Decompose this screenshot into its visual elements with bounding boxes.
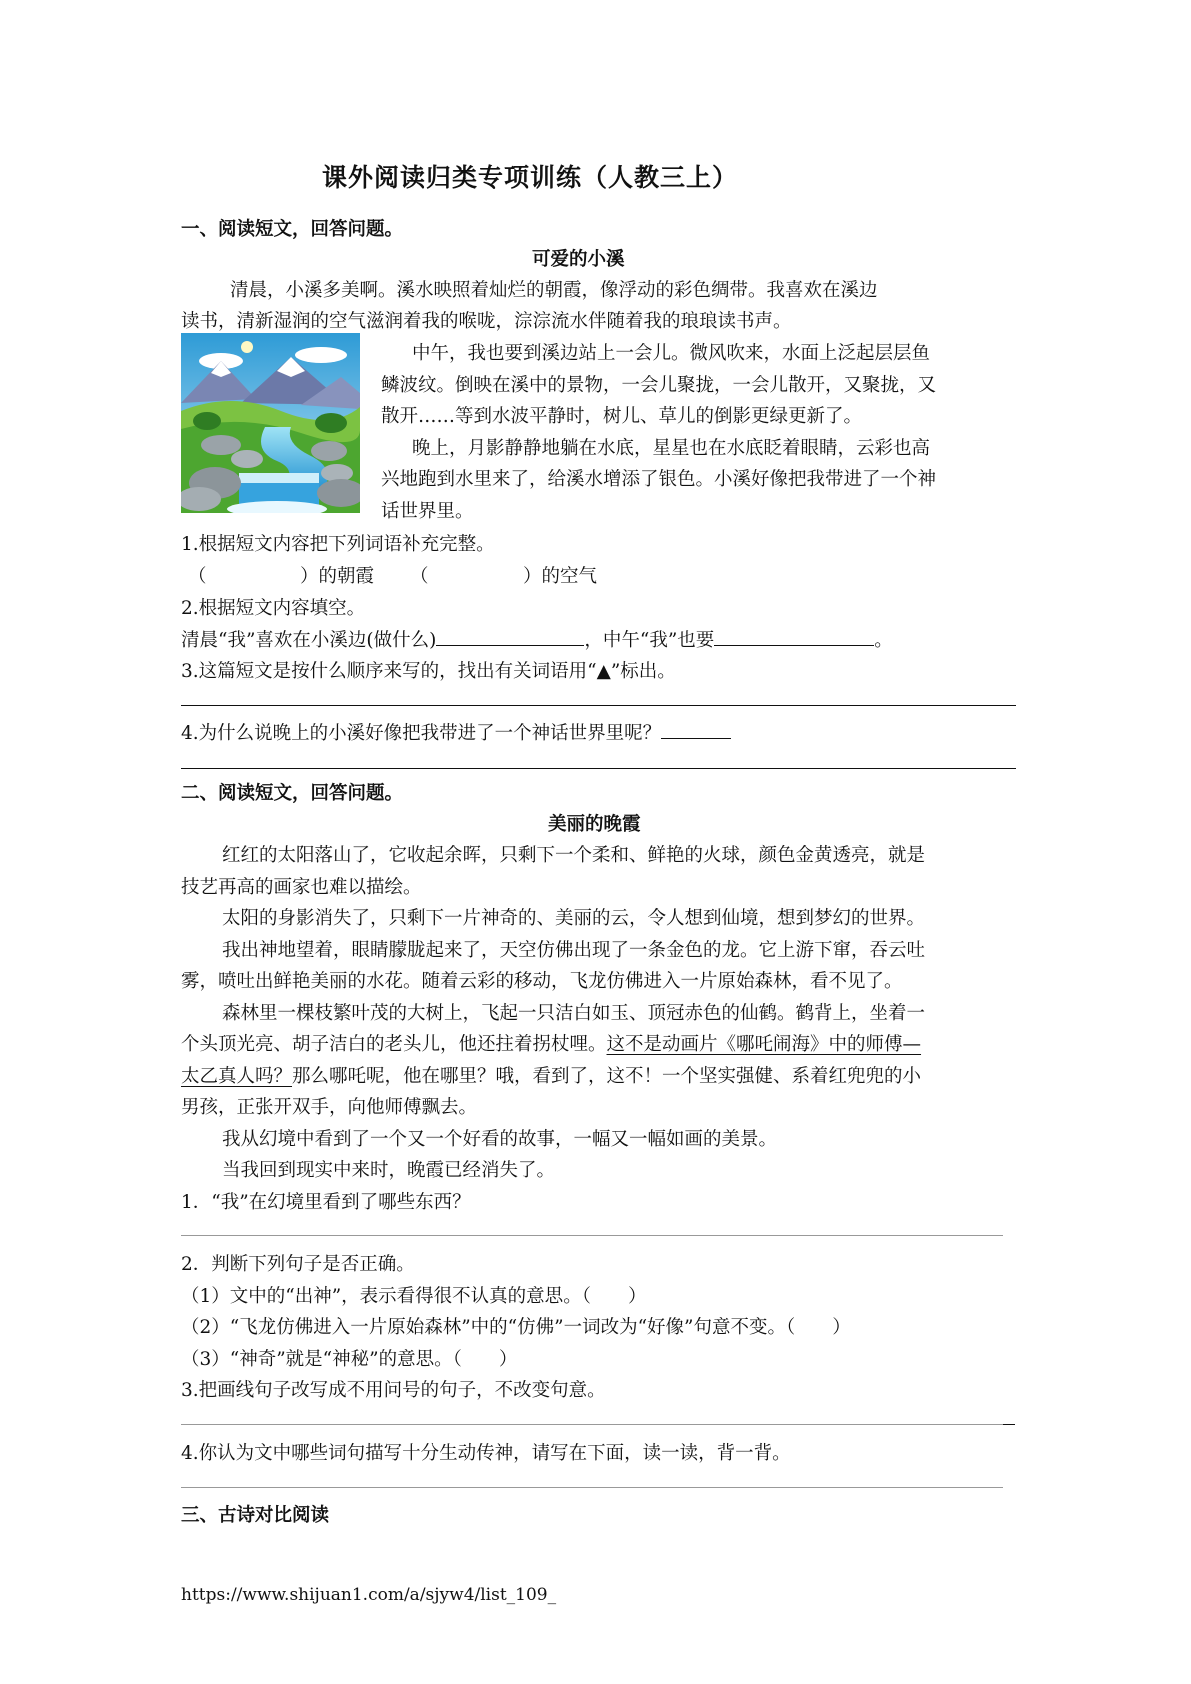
passage2-text xyxy=(181,1062,921,1088)
answer-blank[interactable] xyxy=(714,645,874,646)
underlined-sentence: 这不是动画片《哪吒闹海》中的师傅— xyxy=(606,1034,922,1055)
fill-blank-label: ）的空气 xyxy=(523,566,598,587)
passage2-text: 技艺再高的画家也难以描绘。 xyxy=(181,877,422,898)
passage2-text: 雾，喷吐出鲜艳美丽的水花。随着云彩的移动，飞龙仿佛进入一片原始森林，看不见了。 xyxy=(181,971,903,992)
answer-line[interactable] xyxy=(181,1487,1003,1488)
answer-line[interactable] xyxy=(181,1235,1003,1236)
question-2: 2．判断下列句子是否正确。 xyxy=(181,1254,415,1275)
passage2-text: 当我回到现实中来时，晚霞已经消失了。 xyxy=(222,1160,556,1181)
passage2-text: 森林里一棵枝繁叶茂的大树上，飞起一只洁白如玉、顶冠赤色的仙鹤。鹤背上，坐着一 xyxy=(222,1003,926,1024)
passage1-title: 可爱的小溪 xyxy=(532,249,625,270)
question-3: 3.把画线句子改写成不用问号的句子，不改变句意。 xyxy=(181,1380,606,1401)
passage1-text: 鳞波纹。倒映在溪中的景物，一会儿聚拢，一会儿散开，又聚拢，又 xyxy=(381,375,937,396)
page-title: 课外阅读归类专项训练（人教三上） xyxy=(322,163,739,192)
fill-blank-label: ）的朝霞 xyxy=(300,566,375,587)
passage1-text: 兴地跑到水里来了，给溪水增添了银色。小溪好像把我带进了一个神 xyxy=(381,469,937,490)
section1-heading: 一、阅读短文，回答问题。 xyxy=(181,219,404,240)
fill-blank-bracket: （ xyxy=(410,566,429,587)
passage2-text xyxy=(181,1030,921,1056)
answer-blank[interactable] xyxy=(436,645,584,646)
stream-illustration xyxy=(181,333,360,513)
passage2-text-plain: 个头顶光亮、胡子洁白的老头儿，他还拄着拐杖哩。 xyxy=(181,1034,607,1055)
passage1-text: 晚上，月影静静地躺在水底，星星也在水底眨着眼睛，云彩也高 xyxy=(412,438,931,459)
section2-heading: 二、阅读短文，回答问题。 xyxy=(181,783,404,804)
passage2-text: 太阳的身影消失了，只剩下一片神奇的、美丽的云，令人想到仙境，想到梦幻的世界。 xyxy=(222,908,926,929)
passage2-text: 我从幻境中看到了一个又一个好看的故事，一幅又一幅如画的美景。 xyxy=(222,1129,778,1150)
question-4: 4.你认为文中哪些词句描写十分生动传神，请写在下面，读一读，背一背。 xyxy=(181,1443,791,1464)
question-2: 2.根据短文内容填空。 xyxy=(181,598,366,619)
question-3: 3.这篇短文是按什么顺序来写的，找出有关词语用“▲”标出。 xyxy=(181,661,676,682)
answer-line-end xyxy=(1003,1424,1015,1425)
passage2-text: 红红的太阳落山了，它收起余晖，只剩下一个柔和、鲜艳的火球，颜色金黄透亮，就是 xyxy=(222,845,926,866)
question-4 xyxy=(181,719,731,745)
judge-item: （3）“神奇”就是“神秘”的意思。（ ） xyxy=(181,1349,518,1370)
answer-line[interactable] xyxy=(181,705,1016,706)
passage2-text: 我出神地望着，眼睛朦胧起来了，天空仿佛出现了一条金色的龙。它上游下窜，吞云吐 xyxy=(222,940,926,961)
passage1-text: 话世界里。 xyxy=(381,501,474,522)
answer-line[interactable] xyxy=(181,768,1016,769)
passage1-text: 读书，清新湿润的空气滋润着我的喉咙，淙淙流水伴随着我的琅琅读书声。 xyxy=(181,311,792,332)
passage2-text-plain: 那么哪吒呢，他在哪里？哦，看到了，这不！一个坚实强健、系着红兜兜的小 xyxy=(292,1066,922,1087)
footer-url[interactable]: https://www.shijuan1.com/a/sjyw4/list_109_ xyxy=(181,1585,557,1605)
section3-heading: 三、古诗对比阅读 xyxy=(181,1505,330,1526)
passage1-text: 散开……等到水波平静时，树儿、草儿的倒影更绿更新了。 xyxy=(381,406,863,427)
fill-blank-bracket: （ xyxy=(188,566,207,587)
question-1: 1．“我”在幻境里看到了哪些东西？ xyxy=(181,1192,471,1213)
passage1-text: 中午，我也要到溪边站上一会儿。微风吹来，水面上泛起层层鱼 xyxy=(412,343,931,364)
passage2-title: 美丽的晚霞 xyxy=(548,814,641,835)
passage1-text: 清晨，小溪多美啊。溪水映照着灿烂的朝霞，像浮动的彩色绸带。我喜欢在溪边 xyxy=(230,280,878,301)
answer-blank[interactable] xyxy=(661,738,731,739)
underlined-sentence: 太乙真人吗？ xyxy=(181,1066,293,1087)
question-2-text-c: 。 xyxy=(874,630,893,651)
question-2-fill xyxy=(181,626,893,652)
passage2-text: 男孩，正张开双手，向他师傅飘去。 xyxy=(181,1097,478,1118)
question-2-text-b: ，中午“我”也要 xyxy=(584,630,715,651)
judge-item: （1）文中的“出神”，表示看得很不认真的意思。（ ） xyxy=(181,1286,647,1307)
judge-item: （2）“飞龙仿佛进入一片原始森林”中的“仿佛”一词改为“好像”句意不变。（ ） xyxy=(181,1317,851,1338)
question-1: 1.根据短文内容把下列词语补充完整。 xyxy=(181,534,495,555)
question-2-text-a: 清晨“我”喜欢在小溪边(做什么) xyxy=(181,630,437,651)
question-4-text: 4.为什么说晚上的小溪好像把我带进了一个神话世界里呢？ xyxy=(181,723,662,744)
answer-line[interactable] xyxy=(181,1424,1003,1425)
